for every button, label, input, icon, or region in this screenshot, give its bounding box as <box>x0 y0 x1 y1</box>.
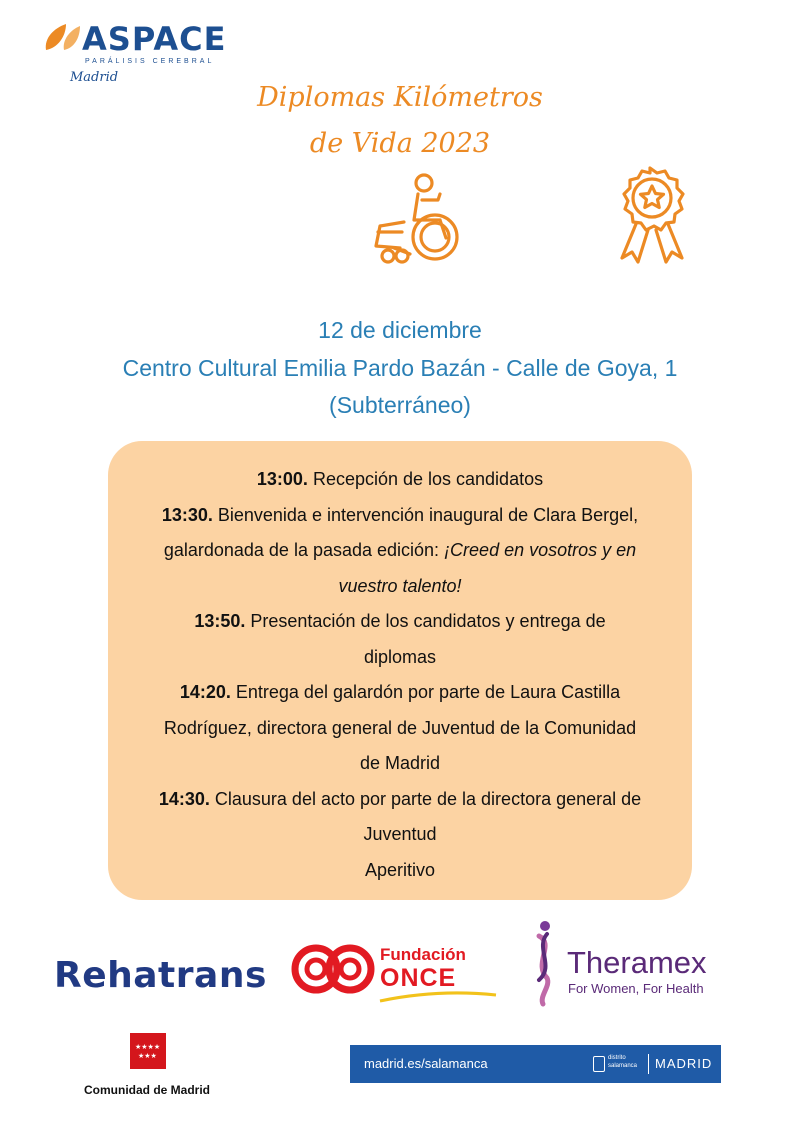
programme-text: diplomas <box>363 646 437 667</box>
wheelchair-icon <box>366 170 462 266</box>
programme-item <box>108 675 692 711</box>
theramex-tagline: For Women, For Health <box>568 981 704 996</box>
programme-item-cont <box>108 817 692 853</box>
banner-url: madrid.es/salamanca <box>364 1056 488 1071</box>
programme-time: 13:30. <box>161 504 213 525</box>
programme-text: Aperitivo <box>364 859 436 880</box>
programme-time: 13:50. <box>194 611 246 631</box>
fundacion-once-logo <box>290 935 505 1005</box>
programme-text: Bienvenida e intervención inaugural de Clara Bergel, <box>212 504 639 525</box>
programme-list <box>108 462 692 888</box>
programme-text: de Madrid <box>359 753 441 773</box>
once-line2: ONCE <box>380 964 457 992</box>
banner-divider <box>648 1054 649 1074</box>
theramex-figure-icon <box>525 918 565 1008</box>
programme-item <box>108 853 692 889</box>
programme-text: Clausura del acto por parte de la directora general de <box>209 788 642 809</box>
aspace-logo <box>40 18 240 88</box>
programme-quote: ¡Creed en vosotros y en <box>444 540 637 560</box>
programme-text: Entrega del galardón por parte de Laura Castilla <box>230 682 621 702</box>
programme-item <box>108 782 692 818</box>
programme-item <box>108 498 692 534</box>
svg-text:★★★★: ★★★★ <box>135 1043 161 1051</box>
once-swoosh-icon <box>378 991 498 1005</box>
programme-item-cont <box>108 640 692 676</box>
banner-district <box>608 1054 637 1070</box>
event-date: 12 de diciembre <box>318 317 482 343</box>
programme-time: 13:00. <box>256 469 308 489</box>
event-venue-note: (Subterráneo) <box>329 392 471 418</box>
programme-box <box>108 441 692 900</box>
programme-item-cont <box>108 711 692 747</box>
madrid-salamanca-banner <box>350 1045 721 1083</box>
svg-text:★★★: ★★★ <box>138 1052 157 1060</box>
page-title-line1: Diplomas Kilómetros <box>257 82 543 113</box>
programme-time: 14:30. <box>158 788 210 809</box>
stars-icon <box>130 1033 166 1069</box>
theramex-logo <box>525 918 735 1008</box>
programme-text: Presentación de los candidatos y entrega de <box>245 611 606 631</box>
banner-district-line1: distrito <box>608 1055 626 1061</box>
logo-city: Madrid <box>70 70 119 85</box>
banner-district-line2: salamanca <box>608 1063 638 1069</box>
once-line1: Fundación <box>380 945 466 964</box>
logo-tagline: PARÁLISIS CEREBRAL <box>85 58 215 65</box>
leaf-icon <box>40 20 80 56</box>
once-rings-icon <box>290 941 380 1001</box>
banner-city: MADRID <box>655 1056 713 1071</box>
event-venue: Centro Cultural Emilia Pardo Bazán - Calle de Goya, 1 <box>122 355 678 381</box>
programme-text: Juventud <box>363 824 437 844</box>
programme-text: galardonada de la pasada edición: <box>163 540 445 560</box>
programme-quote: vuestro talento! <box>338 575 462 596</box>
programme-item-cont <box>108 746 692 782</box>
programme-item <box>108 604 692 640</box>
comunidad-madrid-name: Comunidad de Madrid <box>84 1083 210 1097</box>
theramex-name: Theramex <box>567 945 707 980</box>
programme-item-cont <box>108 569 692 605</box>
comunidad-madrid-logo <box>62 1033 232 1103</box>
madrid-crest-icon <box>593 1056 605 1072</box>
programme-text: Rodríguez, directora general de Juventud de la Comunidad <box>163 717 637 738</box>
programme-item <box>108 462 692 498</box>
page-title-line2: de Vida 2023 <box>309 128 491 159</box>
award-medal-icon <box>608 162 692 266</box>
programme-time: 14:20. <box>179 682 231 702</box>
madrid-flag-icon <box>130 1033 166 1069</box>
programme-text: Recepción de los candidatos <box>307 469 544 489</box>
logo-wordmark: ASPACE <box>82 20 227 58</box>
programme-item-cont <box>108 533 692 569</box>
rehatrans-logo: Rehatrans <box>54 955 267 996</box>
